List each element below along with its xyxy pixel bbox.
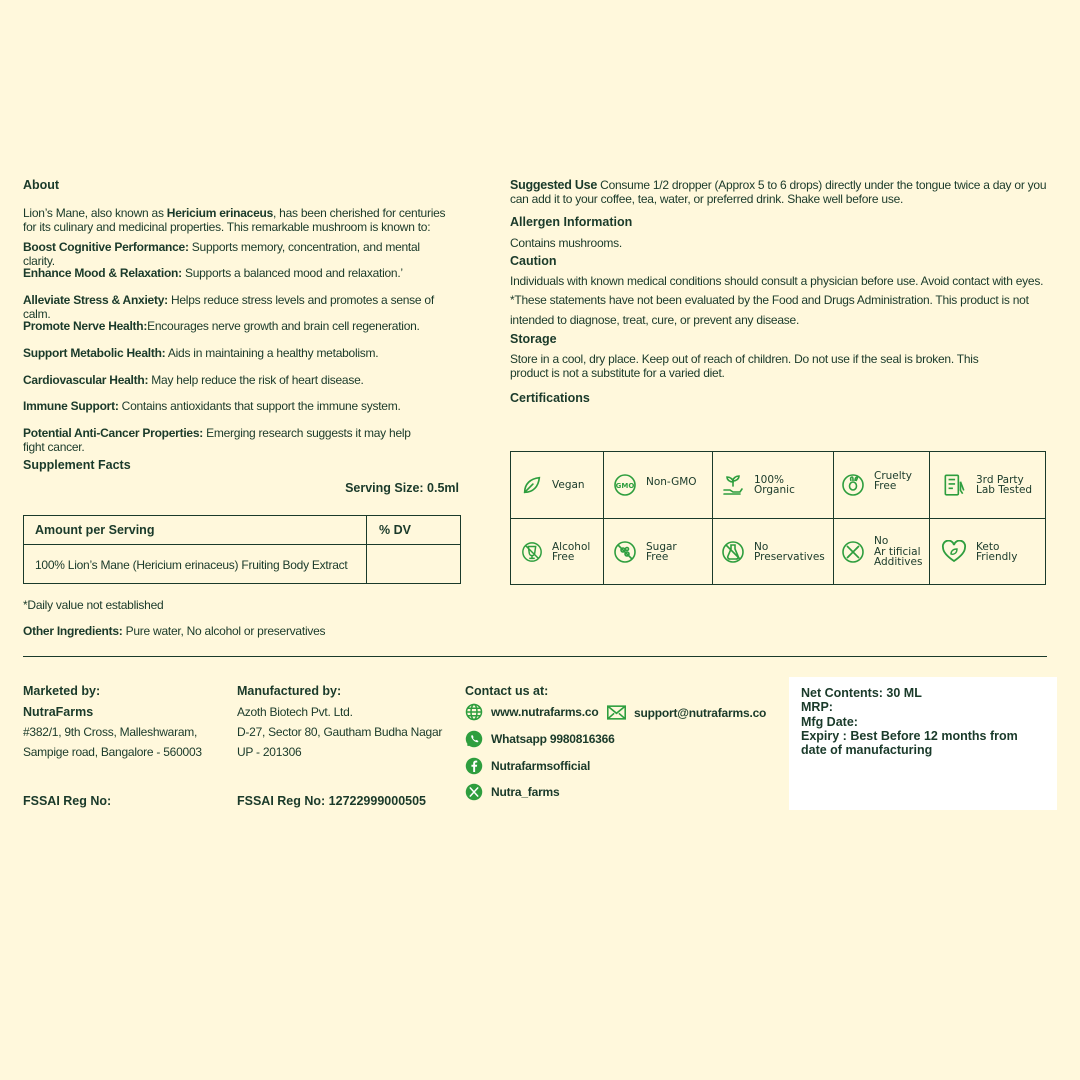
cert-organic: 100% Organic xyxy=(721,452,833,518)
marketed-heading: Marketed by: xyxy=(23,684,101,698)
benefit-anticancer: Potential Anti-Cancer Properties: Emerging research suggests it may help fight cancer. xyxy=(23,426,411,454)
benefit-cognitive: Boost Cognitive Performance: Supports memory, concentration, and mental clarity. xyxy=(23,240,420,268)
suggested-use: Suggested Use Consume 1/2 dropper (Approx 5 to 6 drops) directly under the tongue twice a day or you can add it to your coffee, tea, water, or preferred drink. Shake well before use. xyxy=(510,178,1047,206)
manufactured-name: Azoth Biotech Pvt. Ltd. xyxy=(237,705,353,719)
facebook-icon xyxy=(465,757,483,775)
benefit-mood: Enhance Mood & Relaxation: Supports a balanced mood and relaxation.’ xyxy=(23,266,403,280)
other-ingredients: Other Ingredients: Pure water, No alcohol or preservatives xyxy=(23,624,326,638)
allergen-heading: Allergen Information xyxy=(510,215,633,229)
dv-footnote: *Daily value not established xyxy=(23,598,164,612)
caution-line-1: Individuals with known medical conditions should consult a physician before use. Avoid contact with eyes. xyxy=(510,274,1044,288)
storage-heading: Storage xyxy=(510,332,557,346)
cert-cruelty-free: Cruelty Free xyxy=(841,452,929,518)
supplement-table xyxy=(23,515,461,584)
manufactured-address-1: D-27, Sector 80, Gautham Budha Nagar xyxy=(237,725,443,739)
caution-line-3: intended to diagnose, treat, cure, or prevent any disease. xyxy=(510,313,800,327)
lab-report-icon xyxy=(941,472,967,498)
no-glass-icon xyxy=(521,541,543,563)
marketed-fssai: FSSAI Reg No: xyxy=(23,794,112,808)
marketed-name: NutraFarms xyxy=(23,705,94,719)
svg-text:GMO: GMO xyxy=(615,482,635,490)
cert-sugar-free: Sugar Free xyxy=(613,519,712,585)
rabbit-icon xyxy=(841,473,865,497)
manufactured-heading: Manufactured by: xyxy=(237,684,342,698)
certifications-grid xyxy=(510,451,1046,585)
cert-no-artificial-additives: No Ar tificial Additives xyxy=(841,519,929,585)
net-contents: Net Contents: 30 ML xyxy=(801,686,922,700)
no-additives-icon xyxy=(841,540,865,564)
benefit-immune: Immune Support: Contains antioxidants that support the immune system. xyxy=(23,399,401,413)
no-sugar-icon xyxy=(613,540,637,564)
globe-icon xyxy=(465,703,483,721)
ingredient-row: 100% Lion’s Mane (Hericium erinaceus) Fruiting Body Extract xyxy=(35,558,348,572)
cert-no-preservatives: No Preservatives xyxy=(721,519,833,585)
supplement-heading: Supplement Facts xyxy=(23,458,131,472)
benefit-cardio: Cardiovascular Health: May help reduce the risk of heart disease. xyxy=(23,373,364,387)
heart-leaf-icon xyxy=(941,540,967,564)
cert-vegan: Vegan xyxy=(521,452,603,518)
no-preservatives-icon xyxy=(721,540,745,564)
col-dv-header: % DV xyxy=(379,523,411,537)
manufactured-address-2: UP - 201306 xyxy=(237,745,302,759)
net-contents-box xyxy=(789,677,1057,810)
email-link[interactable]: support@nutrafarms.co xyxy=(607,705,766,720)
certifications-heading: Certifications xyxy=(510,391,590,405)
x-link[interactable]: Nutra_farms xyxy=(465,783,560,801)
expiry: Expiry : Best Before 12 months from date of manufacturing xyxy=(801,729,1018,757)
allergen-text: Contains mushrooms. xyxy=(510,236,622,250)
col-amount-header: Amount per Serving xyxy=(35,523,155,537)
cert-non-gmo: GMO Non-GMO xyxy=(613,452,712,518)
benefit-metabolic: Support Metabolic Health: Aids in maintaining a healthy metabolism. xyxy=(23,346,379,360)
cert-keto-friendly: Keto Friendly xyxy=(941,519,1046,585)
manufactured-fssai: FSSAI Reg No: 12722999000505 xyxy=(237,794,426,808)
facebook-link[interactable]: Nutrafarmsofficial xyxy=(465,757,590,775)
contact-heading: Contact us at: xyxy=(465,684,549,698)
x-icon xyxy=(465,783,483,801)
cert-alcohol-free: Alcohol Free xyxy=(521,519,603,585)
caution-line-2: *These statements have not been evaluated by the Food and Drugs Administration. This product is not xyxy=(510,293,1029,307)
whatsapp-icon xyxy=(465,730,483,748)
serving-size: Serving Size: 0.5ml xyxy=(345,481,459,495)
leaf-icon xyxy=(521,474,543,496)
sprout-hand-icon xyxy=(721,473,745,497)
marketed-address-1: #382/1, 9th Cross, Malleshwaram, xyxy=(23,725,198,739)
marketed-address-2: Sampige road, Bangalore - 560003 xyxy=(23,745,202,759)
about-heading: About xyxy=(23,178,60,192)
about-intro: Lion’s Mane, also known as Hericium erinaceus, has been cherished for centuries for its culinary and medicinal properties. This remarkable mushroom is known to: xyxy=(23,206,446,234)
storage-text: Store in a cool, dry place. Keep out of reach of children. Do not use if the seal is broken. This product is not a substitute for a varied diet. xyxy=(510,352,979,380)
benefit-stress: Alleviate Stress & Anxiety: Helps reduce stress levels and promotes a sense of calm. xyxy=(23,293,434,321)
mfg-date: Mfg Date: xyxy=(801,715,858,729)
caution-heading: Caution xyxy=(510,254,557,268)
mrp: MRP: xyxy=(801,700,833,714)
website-link[interactable]: www.nutrafarms.co xyxy=(465,703,599,721)
section-divider xyxy=(23,656,1047,657)
whatsapp-link[interactable]: Whatsapp 9980816366 xyxy=(465,730,615,748)
gmo-icon xyxy=(613,473,637,497)
mail-icon xyxy=(607,705,626,720)
benefit-nerve: Promote Nerve Health:Encourages nerve growth and brain cell regeneration. xyxy=(23,319,420,333)
cert-lab-tested: 3rd Party Lab Tested xyxy=(941,452,1046,518)
